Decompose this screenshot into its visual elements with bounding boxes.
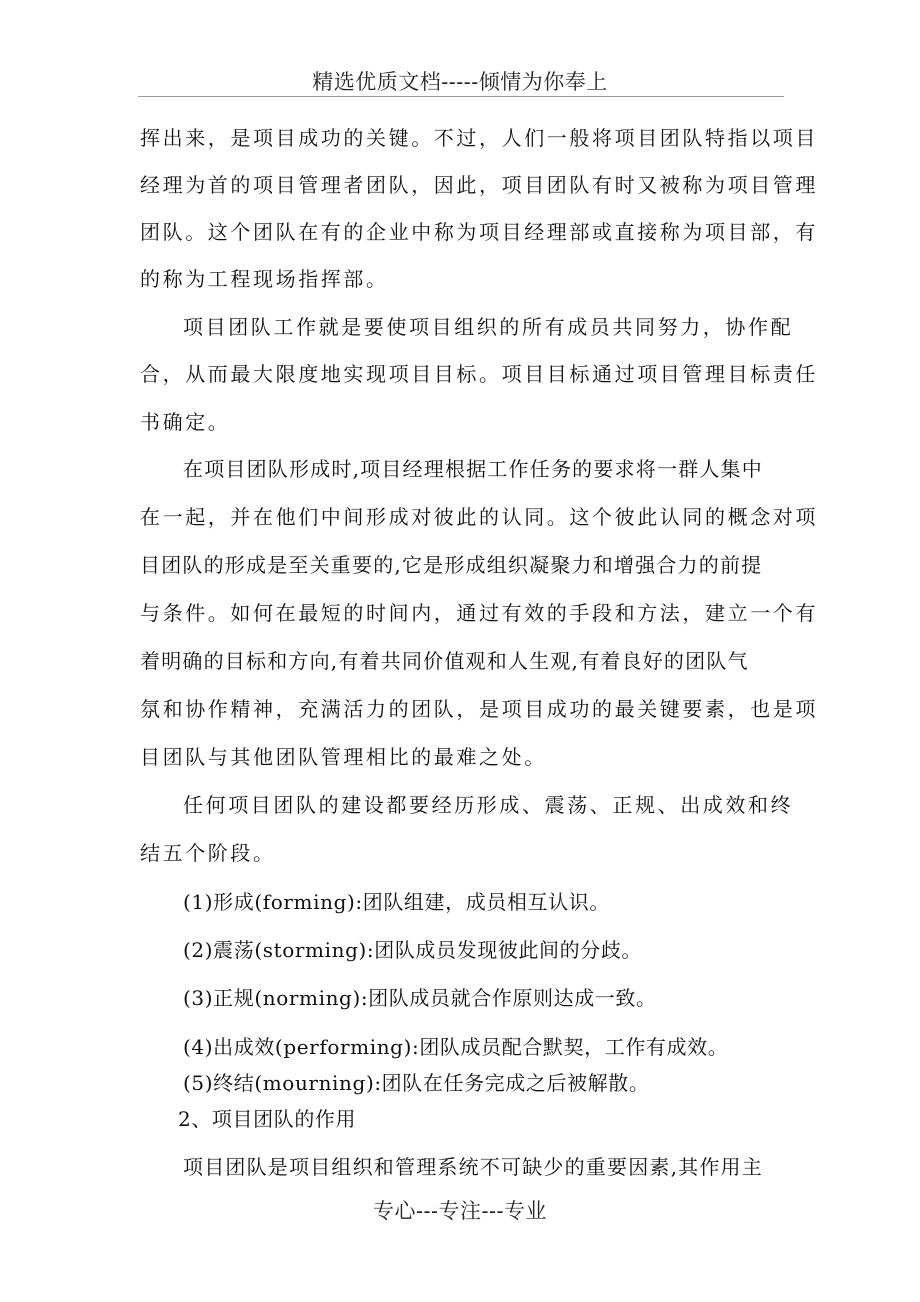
paragraph-line: 任何项目团队的建设都要经历形成、震荡、正规、出成效和终 xyxy=(183,793,794,817)
paragraph-line: 合，从而最大限度地实现项目目标。项目目标通过项目管理目标责任 xyxy=(140,362,818,386)
stage-item: (4)出成效(performing):团队成员配合默契，工作有成效。 xyxy=(183,1035,729,1059)
page-footer: 专心---专注---专业 xyxy=(373,1200,547,1223)
paragraph-line: 在一起，并在他们中间形成对彼此的认同。这个彼此认同的概念对项 xyxy=(140,505,818,529)
paragraph-line: 着明确的目标和方向,有着共同价值观和人生观,有着良好的团队气 xyxy=(140,649,749,673)
paragraph-line: 与条件。如何在最短的时间内，通过有效的手段和方法，建立一个有 xyxy=(140,601,818,625)
paragraph-line: 挥出来，是项目成功的关键。不过，人们一般将项目团队特指以项目 xyxy=(140,126,818,150)
paragraph-line: 在项目团队形成时,项目经理根据工作任务的要求将一群人集中 xyxy=(183,457,763,481)
stage-item: (1)形成(forming):团队组建，成员相互认识。 xyxy=(183,890,610,914)
paragraph-line: 目团队与其他团队管理相比的最难之处。 xyxy=(140,745,547,769)
paragraph-line: 团队。这个团队在有的企业中称为项目经理部或直接称为项目部，有 xyxy=(140,220,818,244)
section-heading: 2、项目团队的作用 xyxy=(178,1107,357,1131)
header-divider xyxy=(138,96,784,97)
paragraph-line: 结五个阶段。 xyxy=(140,841,276,865)
paragraph-line: 经理为首的项目管理者团队，因此，项目团队有时又被称为项目管理 xyxy=(140,173,818,197)
paragraph-line: 目团队的形成是至关重要的,它是形成组织凝聚力和增强合力的前提 xyxy=(140,553,763,577)
stage-item: (2)震荡(storming):团队成员发现彼此间的分歧。 xyxy=(183,938,643,962)
stage-item: (3)正规(norming):团队成员就合作原则达成一致。 xyxy=(183,986,657,1010)
paragraph-line: 氛和协作精神，充满活力的团队，是项目成功的最关键要素，也是项 xyxy=(140,697,818,721)
paragraph-line: 书确定。 xyxy=(140,410,231,434)
stage-item: (5)终结(mourning):团队在任务完成之后被解散。 xyxy=(183,1071,650,1095)
paragraph-line: 的称为工程现场指挥部。 xyxy=(140,267,389,291)
paragraph-line: 项目团队工作就是要使项目组织的所有成员共同努力，协作配 xyxy=(183,315,794,339)
page-header: 精选优质文档-----倾情为你奉上 xyxy=(312,71,608,94)
paragraph-line: 项目团队是项目组织和管理系统不可缺少的重要因素,其作用主 xyxy=(183,1155,763,1179)
